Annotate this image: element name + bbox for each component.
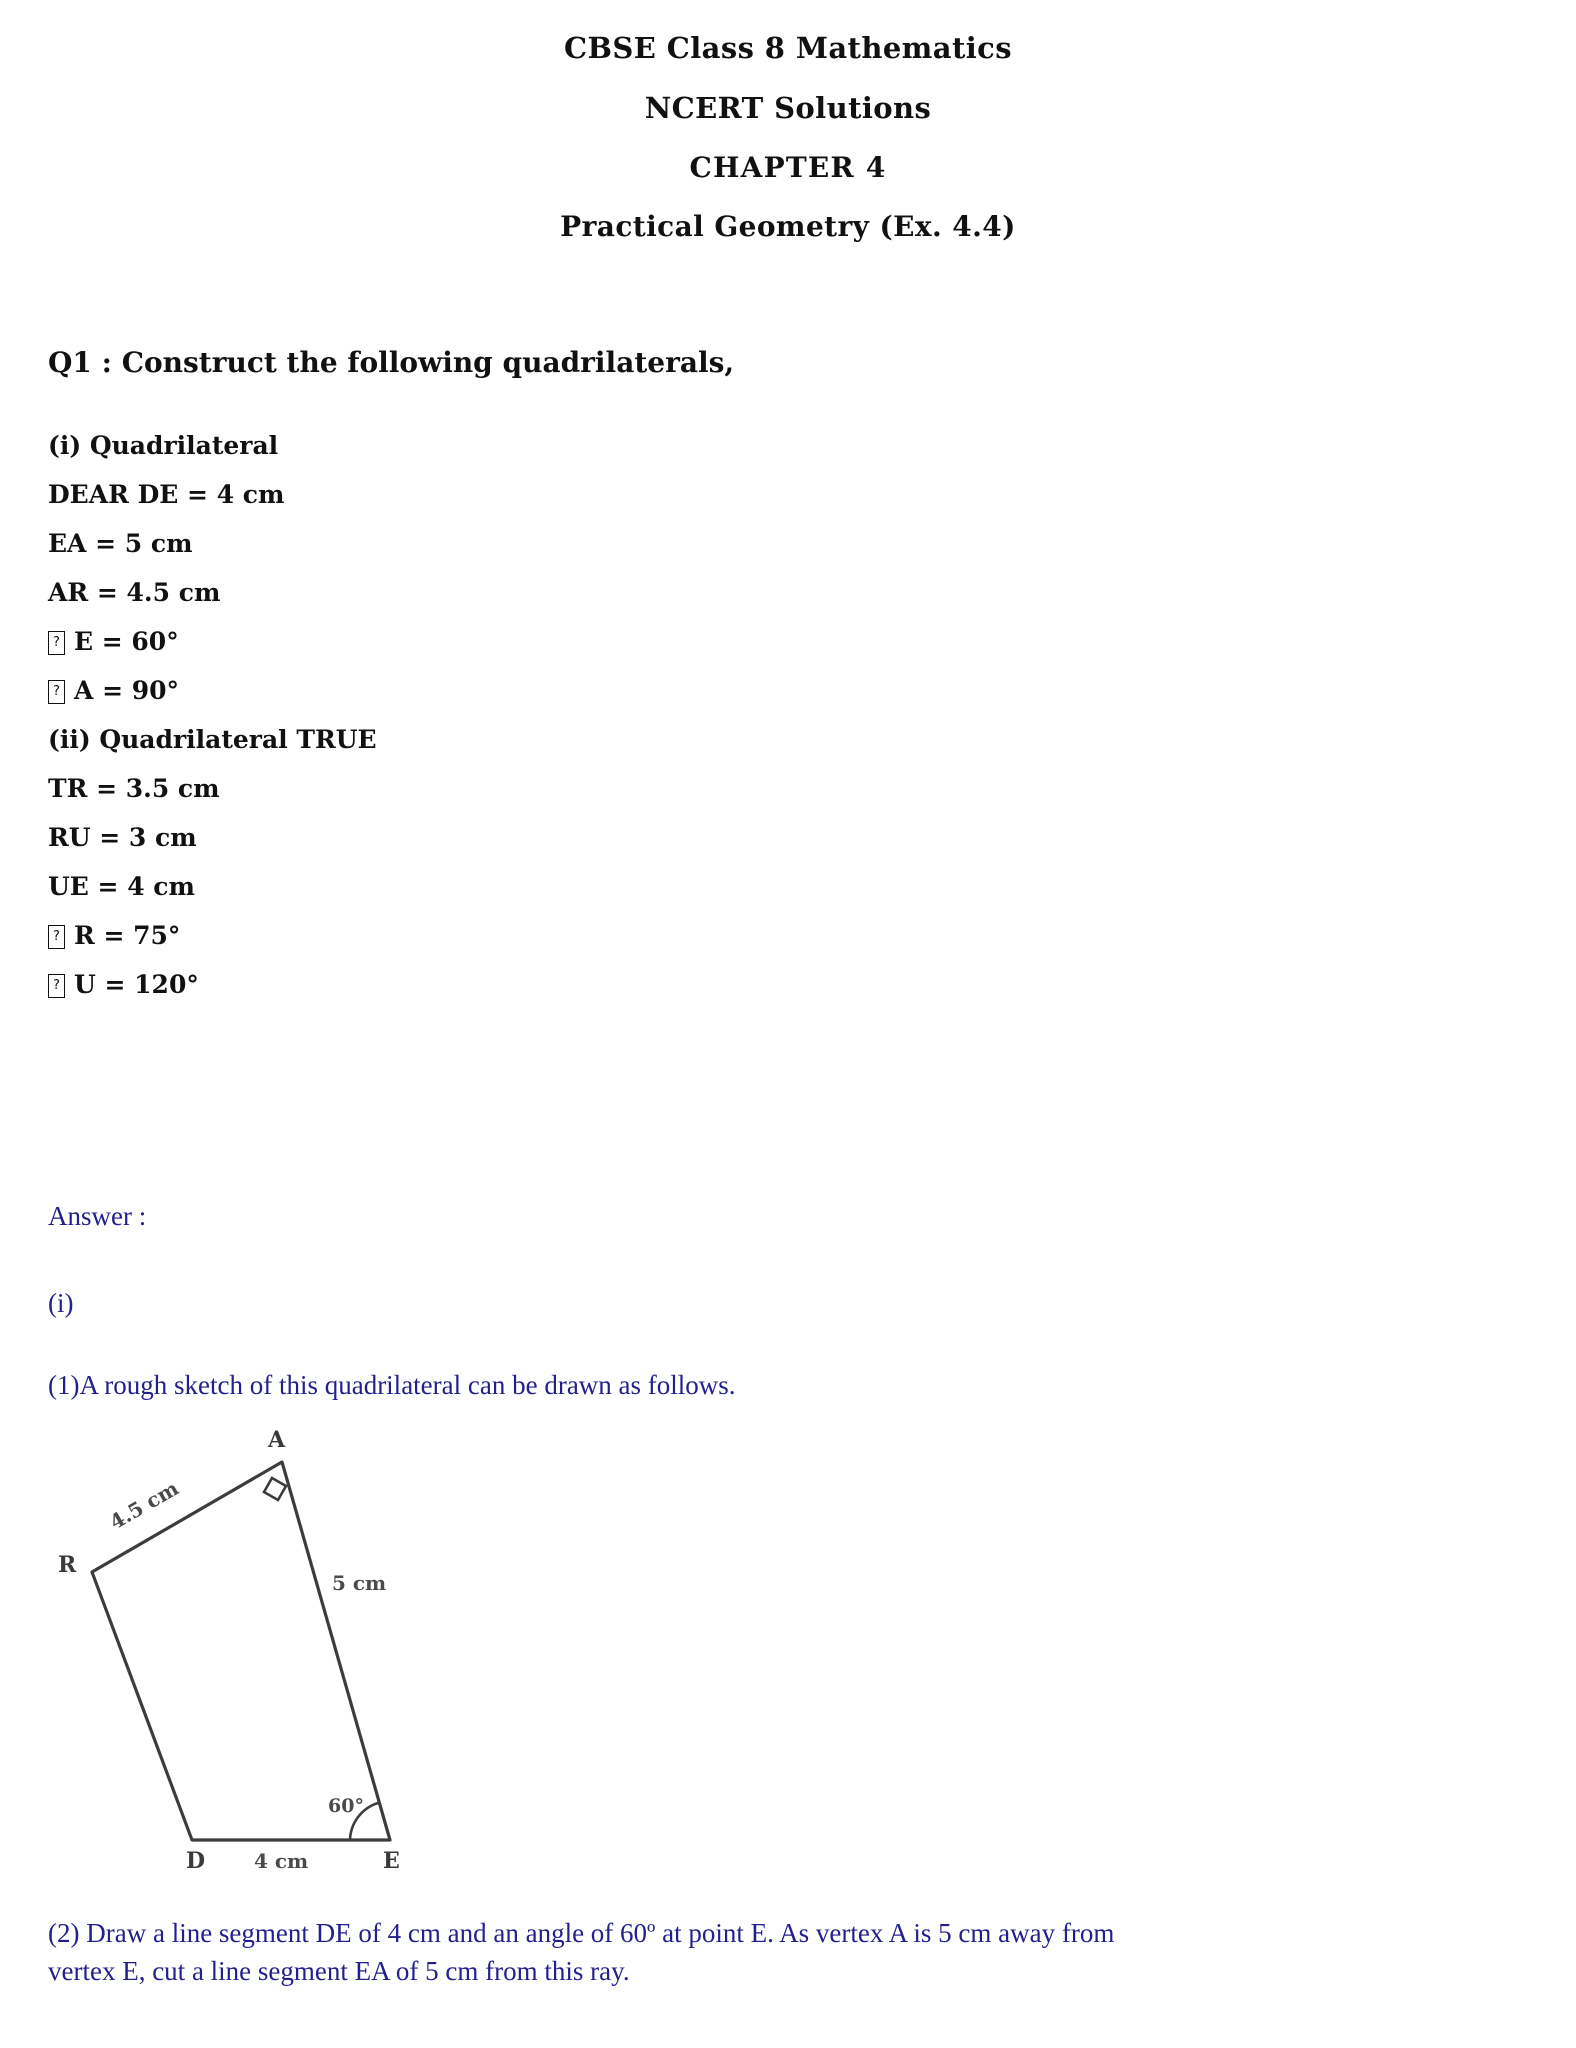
spec-line-dear-de <box>48 482 948 531</box>
spec-line-ru <box>48 825 948 874</box>
spec-line-text: E = 60° <box>74 627 179 656</box>
spec-line-text: TR = 3.5 cm <box>48 774 220 803</box>
spec-line-tr <box>48 776 948 825</box>
vertex-label-d: D <box>186 1848 206 1874</box>
angle-symbol-missing-glyph-icon: ? <box>48 631 65 655</box>
angle-symbol-missing-glyph-icon: ? <box>48 925 65 949</box>
spec-line-ue <box>48 874 948 923</box>
spec-line-text: (ii) Quadrilateral TRUE <box>48 725 377 754</box>
answer-step-2: (2) Draw a line segment DE of 4 cm and an angle of 60º at point E. As vertex A is 5 cm away from vertex E, cut a line segment EA of 5 cm from this ray. <box>48 1918 1115 1987</box>
edge-label-ra: 4.5 cm <box>105 1475 183 1535</box>
edge-label-de: 4 cm <box>254 1849 309 1873</box>
vertex-label-a: A <box>268 1427 286 1453</box>
vertex-label-r: R <box>58 1552 77 1578</box>
answer-label: Answer : <box>48 1201 147 1231</box>
spec-line-text: (i) Quadrilateral <box>48 431 279 460</box>
spec-line-text: U = 120° <box>74 970 199 999</box>
spec-line-text: R = 75° <box>74 921 181 950</box>
spec-line-text: DEAR DE = 4 cm <box>48 480 285 509</box>
document-title-block <box>0 31 1576 243</box>
angle-label-60-at-e: 60° <box>328 1795 364 1817</box>
spec-line-part-i-label <box>48 433 948 482</box>
page-title-line-4: Practical Geometry (Ex. 4.4) <box>560 210 1016 243</box>
answer-step-1: (1)A rough sketch of this quadrilateral can be drawn as follows. <box>48 1370 736 1400</box>
page-title-line-2: NCERT Solutions <box>644 91 932 125</box>
right-angle-marker-at-a <box>264 1478 286 1500</box>
spec-line-angle-r <box>48 923 948 972</box>
spec-line-text: RU = 3 cm <box>48 823 197 852</box>
vertex-label-e: E <box>383 1848 400 1874</box>
question-heading: Q1 : Construct the following quadrilaterals, <box>48 346 735 379</box>
spec-line-ar <box>48 580 948 629</box>
quadrilateral-sketch-figure <box>40 1420 500 1890</box>
spec-line-ea <box>48 531 948 580</box>
page-title-line-1: CBSE Class 8 Mathematics <box>564 31 1012 65</box>
page-title-line-3: CHAPTER 4 <box>689 151 887 184</box>
spec-line-angle-a <box>48 678 948 727</box>
angle-symbol-missing-glyph-icon: ? <box>48 974 65 998</box>
spec-line-text: EA = 5 cm <box>48 529 193 558</box>
angle-symbol-missing-glyph-icon: ? <box>48 680 65 704</box>
answer-part-marker: (i) <box>48 1288 74 1318</box>
spec-line-angle-u <box>48 972 948 1021</box>
spec-line-text: A = 90° <box>74 676 180 705</box>
quadrilateral-svg <box>40 1420 500 1890</box>
spec-line-text: AR = 4.5 cm <box>48 578 221 607</box>
spec-line-text: UE = 4 cm <box>48 872 195 901</box>
edge-label-ae: 5 cm <box>332 1571 387 1595</box>
spec-line-angle-e <box>48 629 948 678</box>
question-spec-list <box>48 433 948 1021</box>
spec-line-part-ii-label <box>48 727 948 776</box>
